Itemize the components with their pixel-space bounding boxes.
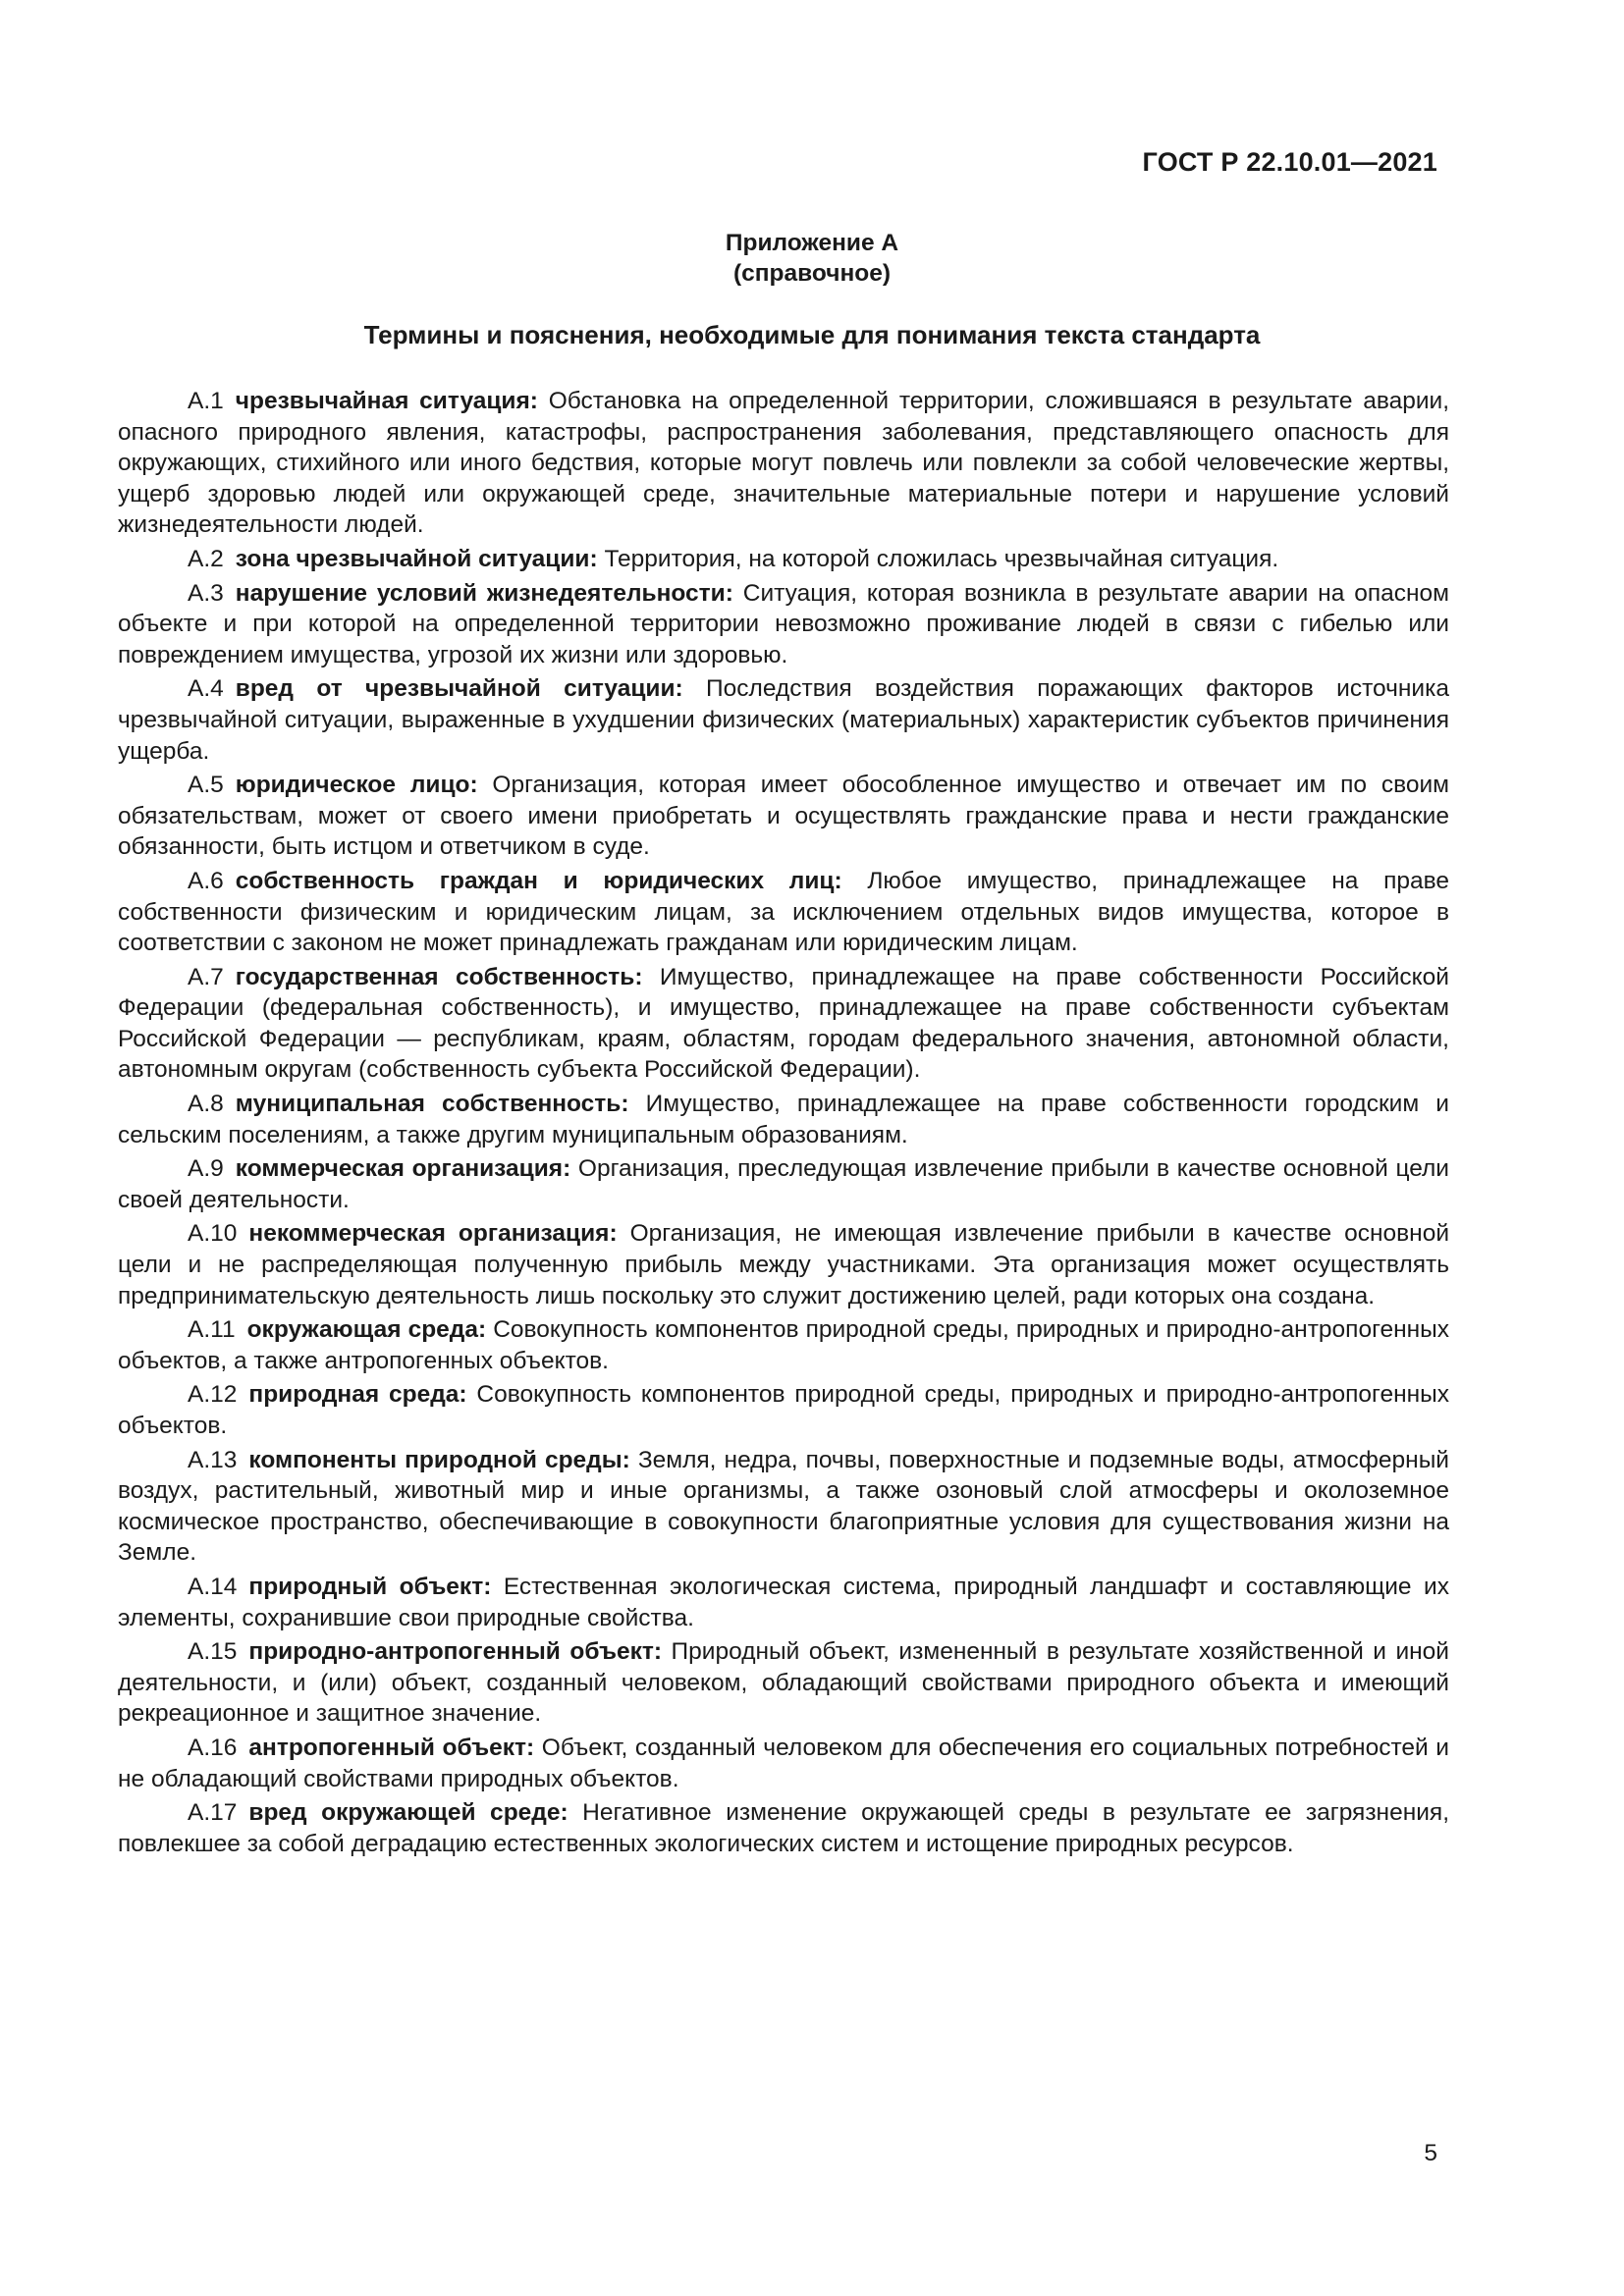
term-entry-a16 — [118, 1733, 1449, 1794]
term-name: вред окружающей среде: — [248, 1799, 568, 1827]
term-entry-a7 — [118, 962, 1449, 1086]
annex-heading — [0, 228, 1624, 289]
term-entry-a14 — [118, 1572, 1449, 1633]
term-entry-a3 — [118, 578, 1449, 671]
entry-number: А.9 — [188, 1155, 224, 1183]
term-name: некоммерческая организация: — [248, 1220, 618, 1248]
term-name: зона чрезвычайной ситуации: — [235, 545, 598, 572]
term-definition: Имущество, принадлежащее на праве собственности городским и сельским поселениям, а также другим муниципальным образованиям. — [118, 1091, 1449, 1148]
term-definition: Последствия воздействия поражающих факторов источника чрезвычайной ситуации, выраженные в ухудшении физических (материальных) характеристик субъектов причинения ущерба. — [118, 675, 1450, 765]
term-name: природная среда: — [248, 1381, 467, 1409]
term-definition: Природный объект, измененный в результате хозяйственной и иной деятельности, и (или) объект, созданный человеком, обладающий свойствами природного объекта и имеющий рекреационное и защитное значение. — [118, 1638, 1449, 1728]
term-definition: Совокупность компонентов природной среды, природных и природно-антропогенных объектов. — [118, 1381, 1449, 1439]
entry-number: А.13 — [188, 1446, 238, 1473]
term-entry-a11 — [118, 1314, 1449, 1376]
term-entry-a9 — [118, 1153, 1449, 1215]
entry-number: А.2 — [188, 545, 224, 572]
term-entry-a12 — [118, 1379, 1449, 1441]
term-entry-a1 — [118, 386, 1449, 541]
document-code: ГОСТ Р 22.10.01—2021 — [1142, 147, 1437, 177]
term-entry-a17 — [118, 1797, 1449, 1859]
term-definition: Имущество, принадлежащее на праве собственности Российской Федерации (федеральная собственность), и имущество, принадлежащее на праве собственности субъектам Российской Федерации — республикам, краям, областям, городам федерального значения, автономной области, автономным округам (собственность субъекта Российской Федерации). — [118, 963, 1449, 1084]
term-name: муниципальная собственность: — [235, 1091, 629, 1118]
term-name: окружающая среда: — [246, 1316, 487, 1344]
term-definition: Негативное изменение окружающей среды в результате ее загрязнения, повлекшее за собой деградацию естественных экологических систем и истощение природных ресурсов. — [118, 1799, 1449, 1857]
term-entry-a10 — [118, 1218, 1449, 1311]
entry-number: А.17 — [188, 1799, 238, 1827]
section-title: Термины и пояснения, необходимые для понимания текста стандарта — [363, 320, 1261, 349]
entry-number: А.10 — [188, 1220, 238, 1248]
term-entry-a5 — [118, 770, 1449, 863]
term-name: собственность граждан и юридических лиц: — [235, 867, 842, 894]
term-name: юридическое лицо: — [235, 772, 478, 799]
term-definition: Земля, недра, почвы, поверхностные и подземные воды, атмосферный воздух, растительный, животный мир и иные организмы, а также озоновый слой атмосферы и околоземное космическое пространство, обеспечивающие в совокупности благоприятные условия для существования жизни на Земле. — [118, 1446, 1449, 1567]
entry-number: А.1 — [188, 388, 224, 414]
term-name: природно-антропогенный объект: — [248, 1638, 663, 1666]
term-definition: Обстановка на определенной территории, сложившаяся в результате аварии, опасного природного явления, катастрофы, распространения заболевания, представляющего опасность для окружающих, стихийного или иного бедствия, которые могут повлечь или повлекли за собой человеческие жертвы, ущерб здоровью людей или окружающей среде, значительные материальные потери и нарушение условий жизнедеятельности людей. — [118, 388, 1449, 539]
term-entry-a6 — [118, 866, 1449, 959]
term-name: коммерческая организация: — [235, 1155, 571, 1183]
entry-number: А.15 — [188, 1638, 238, 1666]
entry-number: А.14 — [188, 1573, 238, 1600]
term-entry-a15 — [118, 1636, 1449, 1730]
term-definition: Ситуация, которая возникла в результате аварии на опасном объекте и при которой на определенной территории невозможно проживание людей в связи с гибелью или повреждением имущества, угрозой их жизни или здоровью. — [118, 579, 1449, 668]
term-definition: Объект, созданный человеком для обеспечения его социальных потребностей и не обладающий свойствами природных объектов. — [118, 1734, 1449, 1792]
term-name: чрезвычайная ситуация: — [235, 388, 538, 414]
annex-type: (справочное) — [732, 260, 892, 287]
entry-number: А.5 — [188, 772, 224, 799]
page-number: 5 — [1424, 2140, 1437, 2166]
term-name: государственная собственность: — [235, 963, 643, 990]
term-definition: Территория, на которой сложилась чрезвычайная ситуация. — [597, 545, 1279, 572]
term-entry-a4 — [118, 673, 1449, 767]
term-entry-a8 — [118, 1089, 1449, 1150]
term-definition: Организация, преследующая извлечение прибыли в качестве основной цели своей деятельности. — [118, 1155, 1449, 1213]
term-entry-a2 — [118, 544, 1449, 575]
entry-number: А.12 — [188, 1381, 238, 1409]
entry-number: А.6 — [188, 867, 224, 894]
term-definition: Любое имущество, принадлежащее на праве собственности физическим и юридическим лицам, за исключением отдельных видов имущества, которое в соответствии с законом не может принадлежать гражданам или юридическим лицам. — [118, 867, 1449, 957]
term-definition: Естественная экологическая система, природный ландшафт и составляющие их элементы, сохранившие свои природные свойства. — [118, 1573, 1449, 1631]
terms-list — [118, 386, 1449, 1862]
term-name: антропогенный объект: — [248, 1734, 535, 1761]
term-name: природный объект: — [248, 1573, 492, 1600]
term-definition: Организация, не имеющая извлечение прибыли в качестве основной цели и не распределяющая полученную прибыль между участниками. Эта организация может осуществлять предпринимательскую деятельность лишь поскольку это служит достижению целей, ради которых она создана. — [118, 1220, 1449, 1309]
entry-number: А.7 — [188, 963, 224, 990]
term-name: компоненты природной среды: — [248, 1446, 630, 1473]
entry-number: А.8 — [188, 1091, 224, 1118]
annex-title: Приложение А — [725, 230, 899, 256]
entry-number: А.3 — [188, 579, 224, 607]
entry-number: А.11 — [188, 1316, 236, 1344]
entry-number: А.16 — [188, 1734, 238, 1761]
term-definition: Организация, которая имеет обособленное имущество и отвечает им по своим обязательствам, может от своего имени приобретать и осуществлять гражданские права и нести гражданские обязанности, быть истцом и ответчиком в суде. — [118, 772, 1449, 861]
term-definition: Совокупность компонентов природной среды, природных и природно-антропогенных объектов, а также антропогенных объектов. — [118, 1316, 1450, 1374]
entry-number: А.4 — [188, 675, 224, 703]
term-name: нарушение условий жизнедеятельности: — [235, 579, 733, 607]
term-entry-a13 — [118, 1445, 1449, 1569]
term-name: вред от чрезвычайной ситуации: — [235, 675, 683, 703]
